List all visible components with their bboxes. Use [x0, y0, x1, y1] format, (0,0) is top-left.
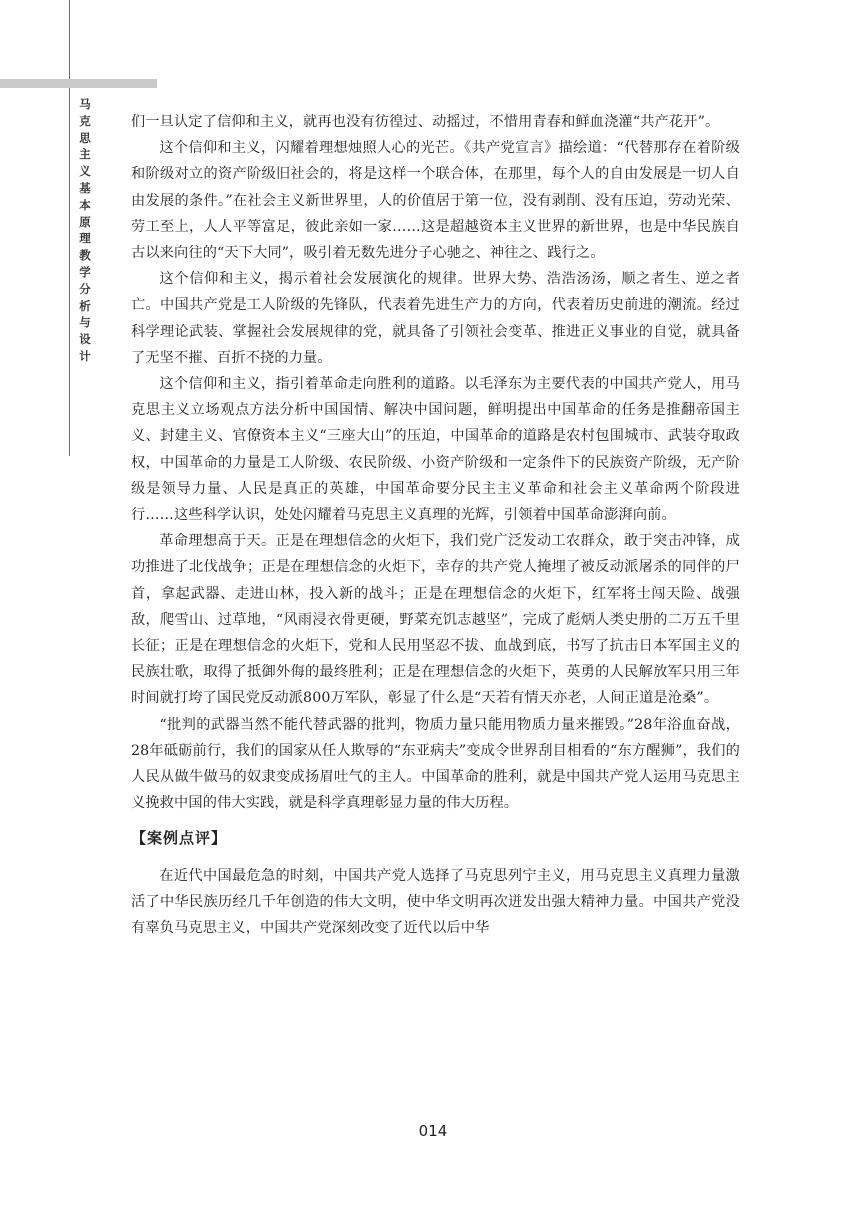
side-title-char: 学: [79, 264, 91, 279]
paragraph: 这个信仰和主义，闪耀着理想烛照人心的光芒。《共产党宣言》描绘道：“代替那存在着阶级和阶级对立的资产阶级旧社会的，将是这样一个联合体，在那里，每个人的自由发展是一切人自由发展的条件。”在社会主义新世界里，人的价值居于第一位，没有剥削、没有压迫，劳动光荣、劳工至上，人人平等富足，彼此亲如一家……这是超越资本主义世界的新世界，也是中华民族自古以来向往的“天下大同”，吸引着无数先进分子心驰之、神往之、践行之。: [131, 140, 740, 262]
side-title-char: 理: [79, 231, 91, 246]
side-title-char: 主: [79, 147, 91, 162]
side-title-char: 原: [79, 214, 91, 229]
side-title-char: 马: [79, 97, 91, 111]
side-book-title: [70, 96, 100, 365]
side-title-char: 分: [79, 281, 91, 296]
side-title-char: 设: [79, 332, 91, 347]
closing-paragraph: 在近代中国最危急的时刻，中国共产党人选择了马克思列宁主义，用马克思主义真理力量激活了中华民族历经几千年创造的伟大文明，使中华文明再次迸发出强大精神力量。中国共产党没有辜负马克思主义，中国共产党深刻改变了近代以后中华: [131, 867, 740, 937]
side-title-char: 教: [79, 248, 91, 263]
side-title-char: 克: [79, 113, 91, 128]
header-gray-bar: [0, 79, 157, 88]
side-title-char: 本: [79, 197, 91, 212]
page-body: [131, 109, 740, 941]
case-review-heading: 【案例点评】: [131, 829, 228, 848]
paragraph: “批判的武器当然不能代替武器的批判，物质力量只能用物质力量来摧毁。”28年浴血奋战，28年砥砺前行，我们的国家从任人欺辱的“东亚病夫”变成令世界刮目相看的“东方醒狮”，我们的人民从做牛做马的奴隶变成扬眉吐气的主人。中国革命的胜利，就是中国共产党人运用马克思主义挽救中国的伟大实践，就是科学真理彰显力量的伟大历程。: [131, 716, 740, 812]
paragraph: 革命理想高于天。正是在理想信念的火炬下，我们党广泛发动工农群众，敢于突击冲锋，成功推进了北伐战争；正是在理想信念的火炬下，幸存的共产党人掩埋了被反动派屠杀的同伴的尸首，拿起武器、走进山林，投入新的战斗；正是在理想信念的火炬下，红军将士闯天险、战强敌，爬雪山、过草地，“风雨浸衣骨更硬，野菜充饥志越坚”，完成了彪炳人类史册的二万五千里长征；正是在理想信念的火炬下，党和人民用坚忍不拔、血战到底，书写了抗击日本军国主义的民族壮歌，取得了抵御外侮的最终胜利；正是在理想信念的火炬下，英勇的人民解放军只用三年时间就打垮了国民党反动派800万军队，彰显了什么是“天若有情天亦老，人间正道是沧桑”。: [131, 533, 740, 707]
side-title-char: 析: [79, 298, 91, 313]
page-number: 014: [418, 1122, 448, 1140]
paragraph-continued: 们一旦认定了信仰和主义，就再也没有彷徨过、动摇过，不惜用青春和鲜血浇灌“共产花开”。: [131, 114, 720, 130]
side-title-char: 计: [79, 348, 91, 363]
paragraph: 这个信仰和主义，指引着革命走向胜利的道路。以毛泽东为主要代表的中国共产党人，用马克思主义立场观点方法分析中国国情、解决中国问题，鲜明提出中国革命的任务是推翻帝国主义、封建主义、官僚资本主义“三座大山”的压迫，中国革命的道路是农村包围城市、武装夺取政权，中国革命的力量是工人阶级、农民阶级、小资产阶级和一定条件下的民族资产阶级，无产阶级是领导力量、人民是真正的英雄，中国革命要分民主主义革命和社会主义革命两个阶段进行……这些科学认识，处处闪耀着马克思主义真理的光辉，引领着中国革命澎湃向前。: [131, 376, 740, 524]
side-title-char: 与: [79, 315, 91, 330]
side-title-char: 义: [79, 164, 91, 179]
paragraph: 这个信仰和主义，揭示着社会发展演化的规律。世界大势、浩浩汤汤，顺之者生、逆之者亡。中国共产党是工人阶级的先锋队，代表着先进生产力的方向，代表着历史前进的潮流。经过科学理论武装、掌握社会发展规律的党，就具备了引领社会变革、推进正义事业的自觉，就具备了无坚不摧、百折不挠的力量。: [131, 271, 740, 366]
side-title-char: 基: [79, 180, 91, 195]
side-title-char: 思: [79, 130, 91, 145]
